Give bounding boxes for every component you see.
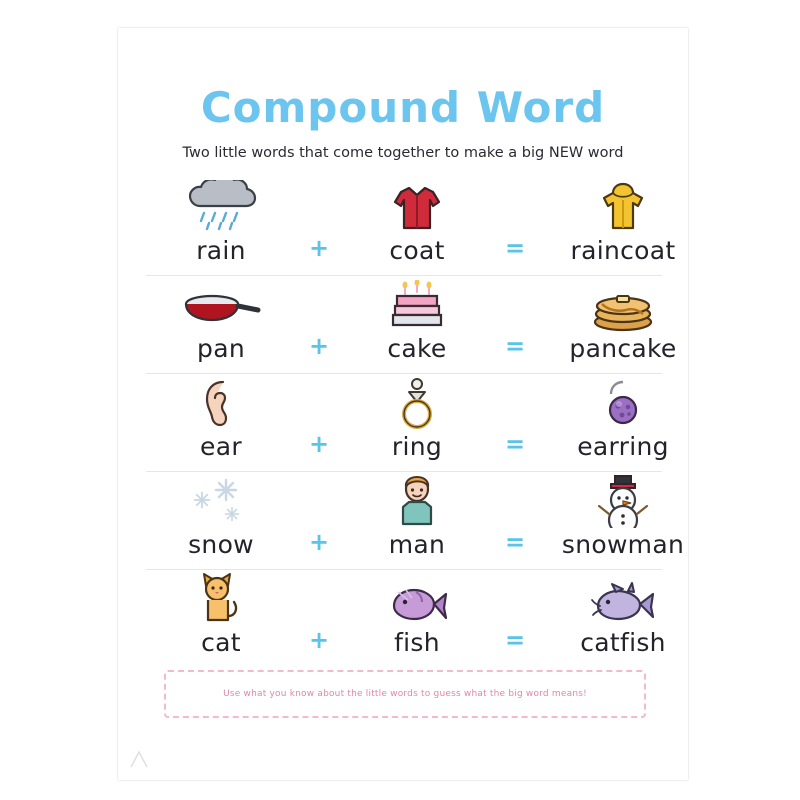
- table-row: [146, 374, 669, 472]
- row-part-c: [538, 276, 708, 373]
- table-row: [146, 178, 676, 276]
- footnote-text: Use what you know about the little words to guess what the big word means!: [223, 689, 587, 699]
- word-c: raincoat: [570, 236, 676, 265]
- snowflakes-icon: [146, 472, 296, 530]
- word-a: ear: [200, 432, 242, 461]
- red-coat-icon: [342, 178, 492, 236]
- word-b: coat: [389, 236, 445, 265]
- row-part-c: [538, 178, 708, 275]
- word-b: man: [388, 530, 446, 559]
- snowman-icon: [538, 472, 708, 530]
- ear-icon: [146, 374, 296, 432]
- table-row: [146, 276, 677, 374]
- word-c: earring: [577, 432, 669, 461]
- catfish-icon: [538, 570, 708, 628]
- operator-plus: [296, 178, 342, 275]
- birthday-cake-icon: [342, 276, 492, 334]
- compound-word-table: [146, 178, 685, 667]
- operator-plus: [296, 570, 342, 667]
- row-part-a: [146, 276, 296, 373]
- yellow-raincoat-icon: [538, 178, 708, 236]
- row-part-a: [146, 472, 296, 569]
- pancake-stack-icon: [538, 276, 708, 334]
- operator-label: =: [504, 234, 526, 262]
- word-b: ring: [391, 432, 443, 461]
- fish-icon: [342, 570, 492, 628]
- operator-label: +: [308, 430, 330, 458]
- row-part-b: [342, 472, 492, 569]
- operator-label: =: [504, 430, 526, 458]
- row-part-c: [538, 570, 708, 667]
- operator-equals: [492, 472, 538, 569]
- operator-label: +: [308, 332, 330, 360]
- operator-label: =: [504, 626, 526, 654]
- row-part-b: [342, 374, 492, 471]
- earring-icon: [538, 374, 708, 432]
- word-c: catfish: [580, 628, 666, 657]
- word-b: fish: [394, 628, 440, 657]
- operator-equals: [492, 374, 538, 471]
- row-part-b: [342, 178, 492, 275]
- page-subtitle: Two little words that come together to make a big NEW word: [182, 145, 624, 161]
- row-part-a: [146, 374, 296, 471]
- table-row: [146, 472, 685, 570]
- row-part-c: [538, 472, 708, 569]
- operator-equals: [492, 570, 538, 667]
- page-title: Compound Word: [200, 83, 606, 132]
- frying-pan-icon: [146, 276, 296, 334]
- cat-icon: [146, 570, 296, 628]
- operator-label: =: [504, 332, 526, 360]
- operator-label: +: [308, 528, 330, 556]
- operator-plus: [296, 472, 342, 569]
- operator-label: +: [308, 234, 330, 262]
- row-part-b: [342, 276, 492, 373]
- row-part-c: [538, 374, 708, 471]
- worksheet-sheet: [118, 28, 688, 780]
- table-row: [146, 570, 666, 667]
- row-part-a: [146, 178, 296, 275]
- diamond-ring-icon: [342, 374, 492, 432]
- row-part-b: [342, 570, 492, 667]
- word-a: snow: [188, 530, 254, 559]
- operator-plus: [296, 276, 342, 373]
- row-part-a: [146, 570, 296, 667]
- operator-label: +: [308, 626, 330, 654]
- word-b: cake: [387, 334, 447, 363]
- footnote-box: [164, 670, 646, 718]
- word-c: pancake: [569, 334, 677, 363]
- word-c: snowman: [561, 530, 685, 559]
- word-a: cat: [201, 628, 241, 657]
- operator-plus: [296, 374, 342, 471]
- operator-equals: [492, 178, 538, 275]
- rain-cloud-icon: [146, 178, 296, 236]
- corner-watermark-icon: [128, 748, 150, 770]
- man-icon: [342, 472, 492, 530]
- word-a: rain: [196, 236, 246, 265]
- operator-equals: [492, 276, 538, 373]
- operator-label: =: [504, 528, 526, 556]
- word-a: pan: [197, 334, 245, 363]
